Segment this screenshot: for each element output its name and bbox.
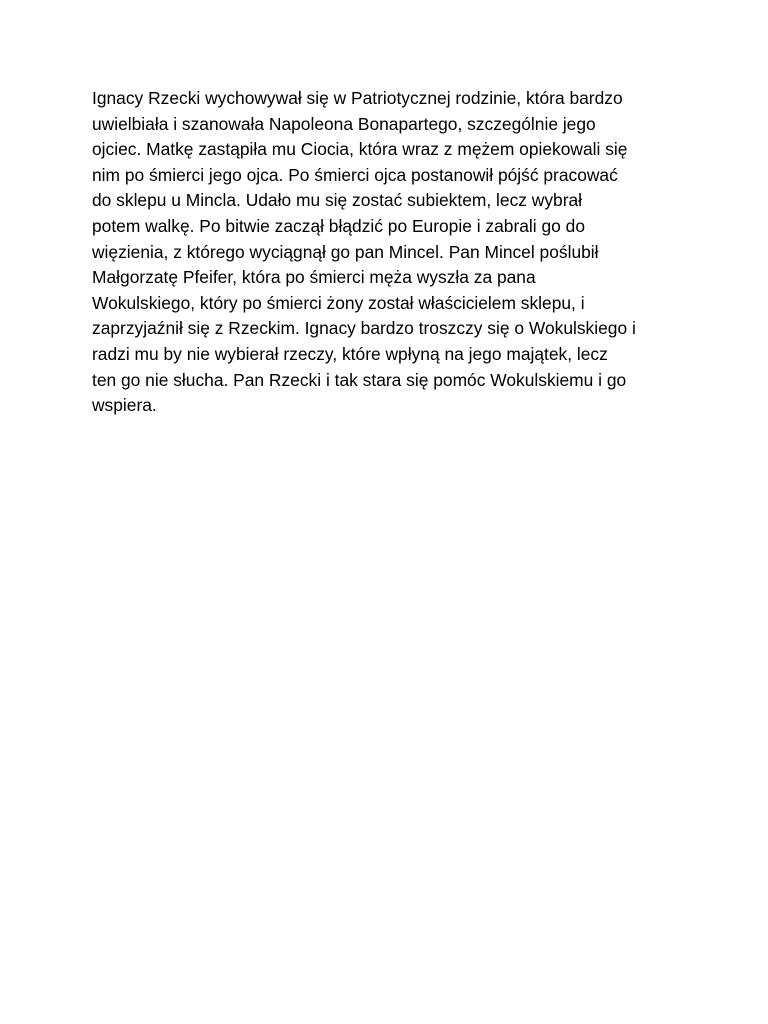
paragraph-line: nim po śmierci jego ojca. Po śmierci ojca postanowił pójść pracować [92,164,618,185]
paragraph-line: Ignacy Rzecki wychowywał się w Patriotycznej rodzinie, która bardzo [92,88,623,108]
body-paragraph [92,86,692,419]
paragraph-line: ten go nie słucha. Pan Rzecki i tak stara się pomóc Wokulskiemu i go [92,369,627,390]
paragraph-line: Małgorzatę Pfeifer, która po śmierci męża wyszła za pana [92,267,536,288]
paragraph-line: potem walkę. Po bitwie zaczął błądzić po Europie i zabrali go do [92,215,586,236]
paragraph-line: radzi mu by nie wybierał rzeczy, które wpłyną na jego majątek, lecz [92,343,608,364]
paragraph-line: do sklepu u Mincla. Udało mu się zostać subiektem, lecz wybrał [92,190,583,211]
paragraph-line: zaprzyjaźnił się z Rzeckim. Ignacy bardzo troszczy się o Wokulskiego i [92,318,636,339]
paragraph-line: Wokulskiego, który po śmierci żony został właścicielem sklepu, i [92,292,585,313]
paragraph-line: więzienia, z którego wyciągnął go pan Mincel. Pan Mincel poślubił [92,241,599,262]
paragraph-line: wspiera. [92,395,157,416]
paragraph-line: ojciec. Matkę zastąpiła mu Ciocia, która wraz z mężem opiekowali się [92,139,628,160]
paragraph-line: uwielbiała i szanowała Napoleona Bonapartego, szczególnie jego [92,113,596,134]
